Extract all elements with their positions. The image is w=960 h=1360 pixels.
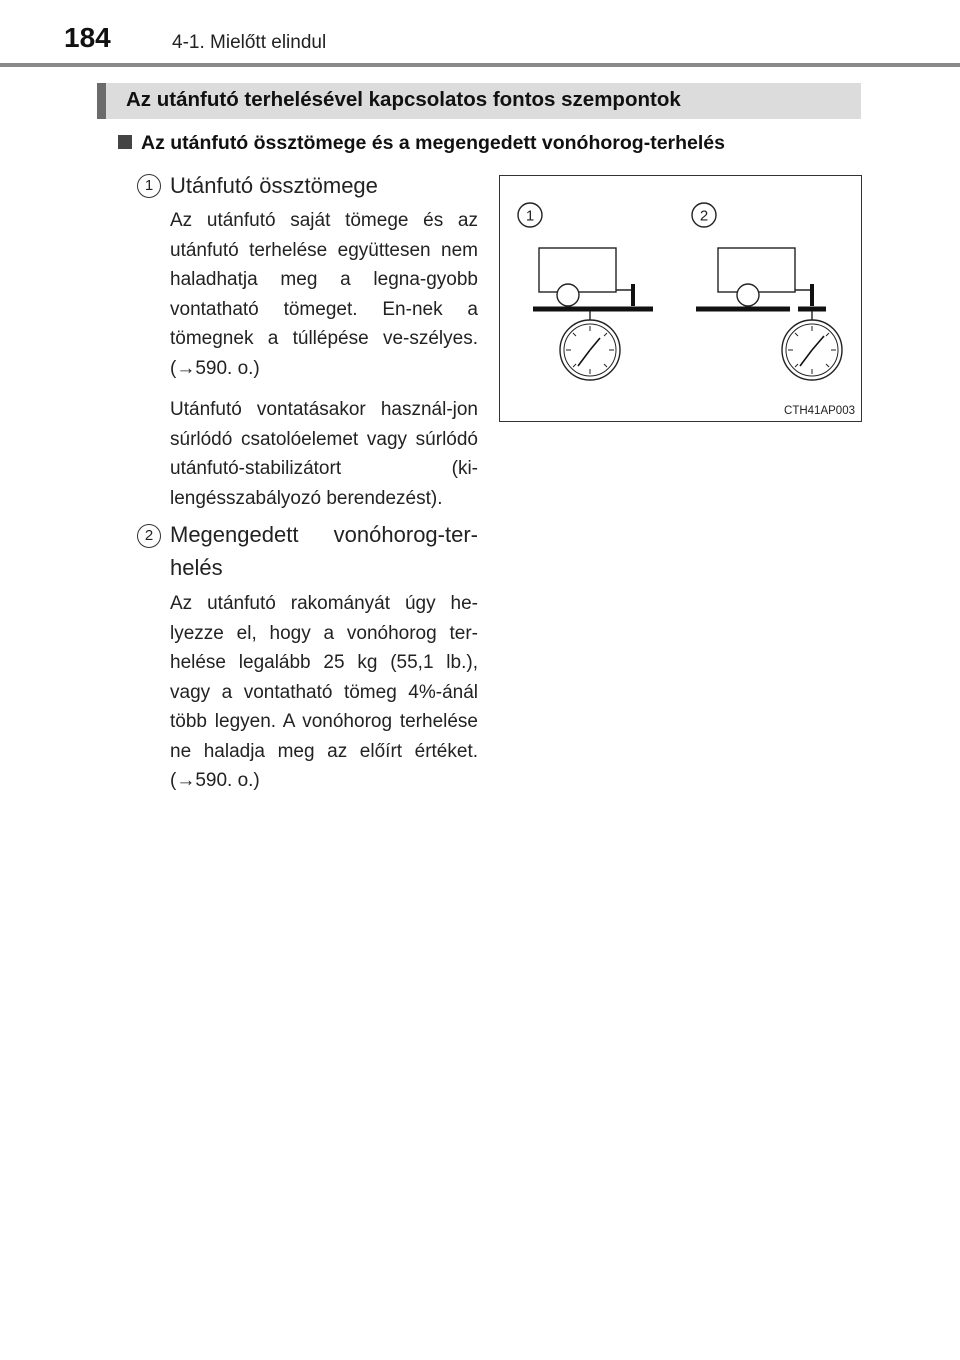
section-heading-bar [97, 83, 861, 119]
item-1-paragraph-1: Az utánfutó saját tömege és az utánfutó terhelése együttesen nem haladhatja meg a legna-gyobb vontatható tömeget. En-nek a tömegnek a túllépése ve-szélyes. (→590. o.) [170, 210, 478, 379]
trailer-weight-illustration [499, 175, 862, 422]
item-title-2: Megengedett vonóhorog-ter-helés [170, 522, 478, 580]
scale-gauge-right [782, 320, 842, 380]
chapter-title: 4-1. Mielőtt elindul [172, 32, 327, 53]
item-title-1: Utánfutó össztömege [170, 173, 378, 198]
item-1-paragraph-2: Utánfutó vontatásakor használ-jon súrlódó csatolóelemet vagy súrlódó utánfutó-stabilizátort (ki-lengésszabályozó berendezést). [170, 399, 478, 509]
trailer-scales-diagram [500, 176, 863, 423]
scale-gauge-left [560, 320, 620, 380]
page-header [0, 0, 960, 70]
item-number-1: 1 [137, 174, 161, 198]
item-2-paragraph-1: Az utánfutó rakományát úgy he-lyezze el, hogy a vonóhorog ter-helése legalább 25 kg (55,1 lb.), vagy a vontatható tömeg 4%-ánál több legyen. A vonóhorog terhelése ne haladja meg az előírt értéket. (→590. o.) [170, 593, 478, 791]
header-divider [0, 63, 960, 67]
figure-code: CTH41AP003 [784, 405, 855, 417]
item-number-2: 2 [137, 524, 161, 548]
square-bullet-icon [118, 135, 132, 149]
figure-callout-2 [692, 203, 716, 227]
svg-text:2: 2 [699, 207, 709, 225]
subheading [118, 132, 725, 155]
section-title: Az utánfutó terhelésével kapcsolatos fontos szempontok [126, 88, 681, 111]
trailer-on-scale-left [533, 248, 653, 323]
page-number: 184 [64, 22, 111, 53]
trailer-on-scale-right [696, 248, 826, 323]
subheading-text: Az utánfutó össztömege és a megengedett vonóhorog-terhelés [141, 132, 725, 154]
svg-text:1: 1 [525, 207, 535, 225]
figure-callout-1 [518, 203, 542, 227]
